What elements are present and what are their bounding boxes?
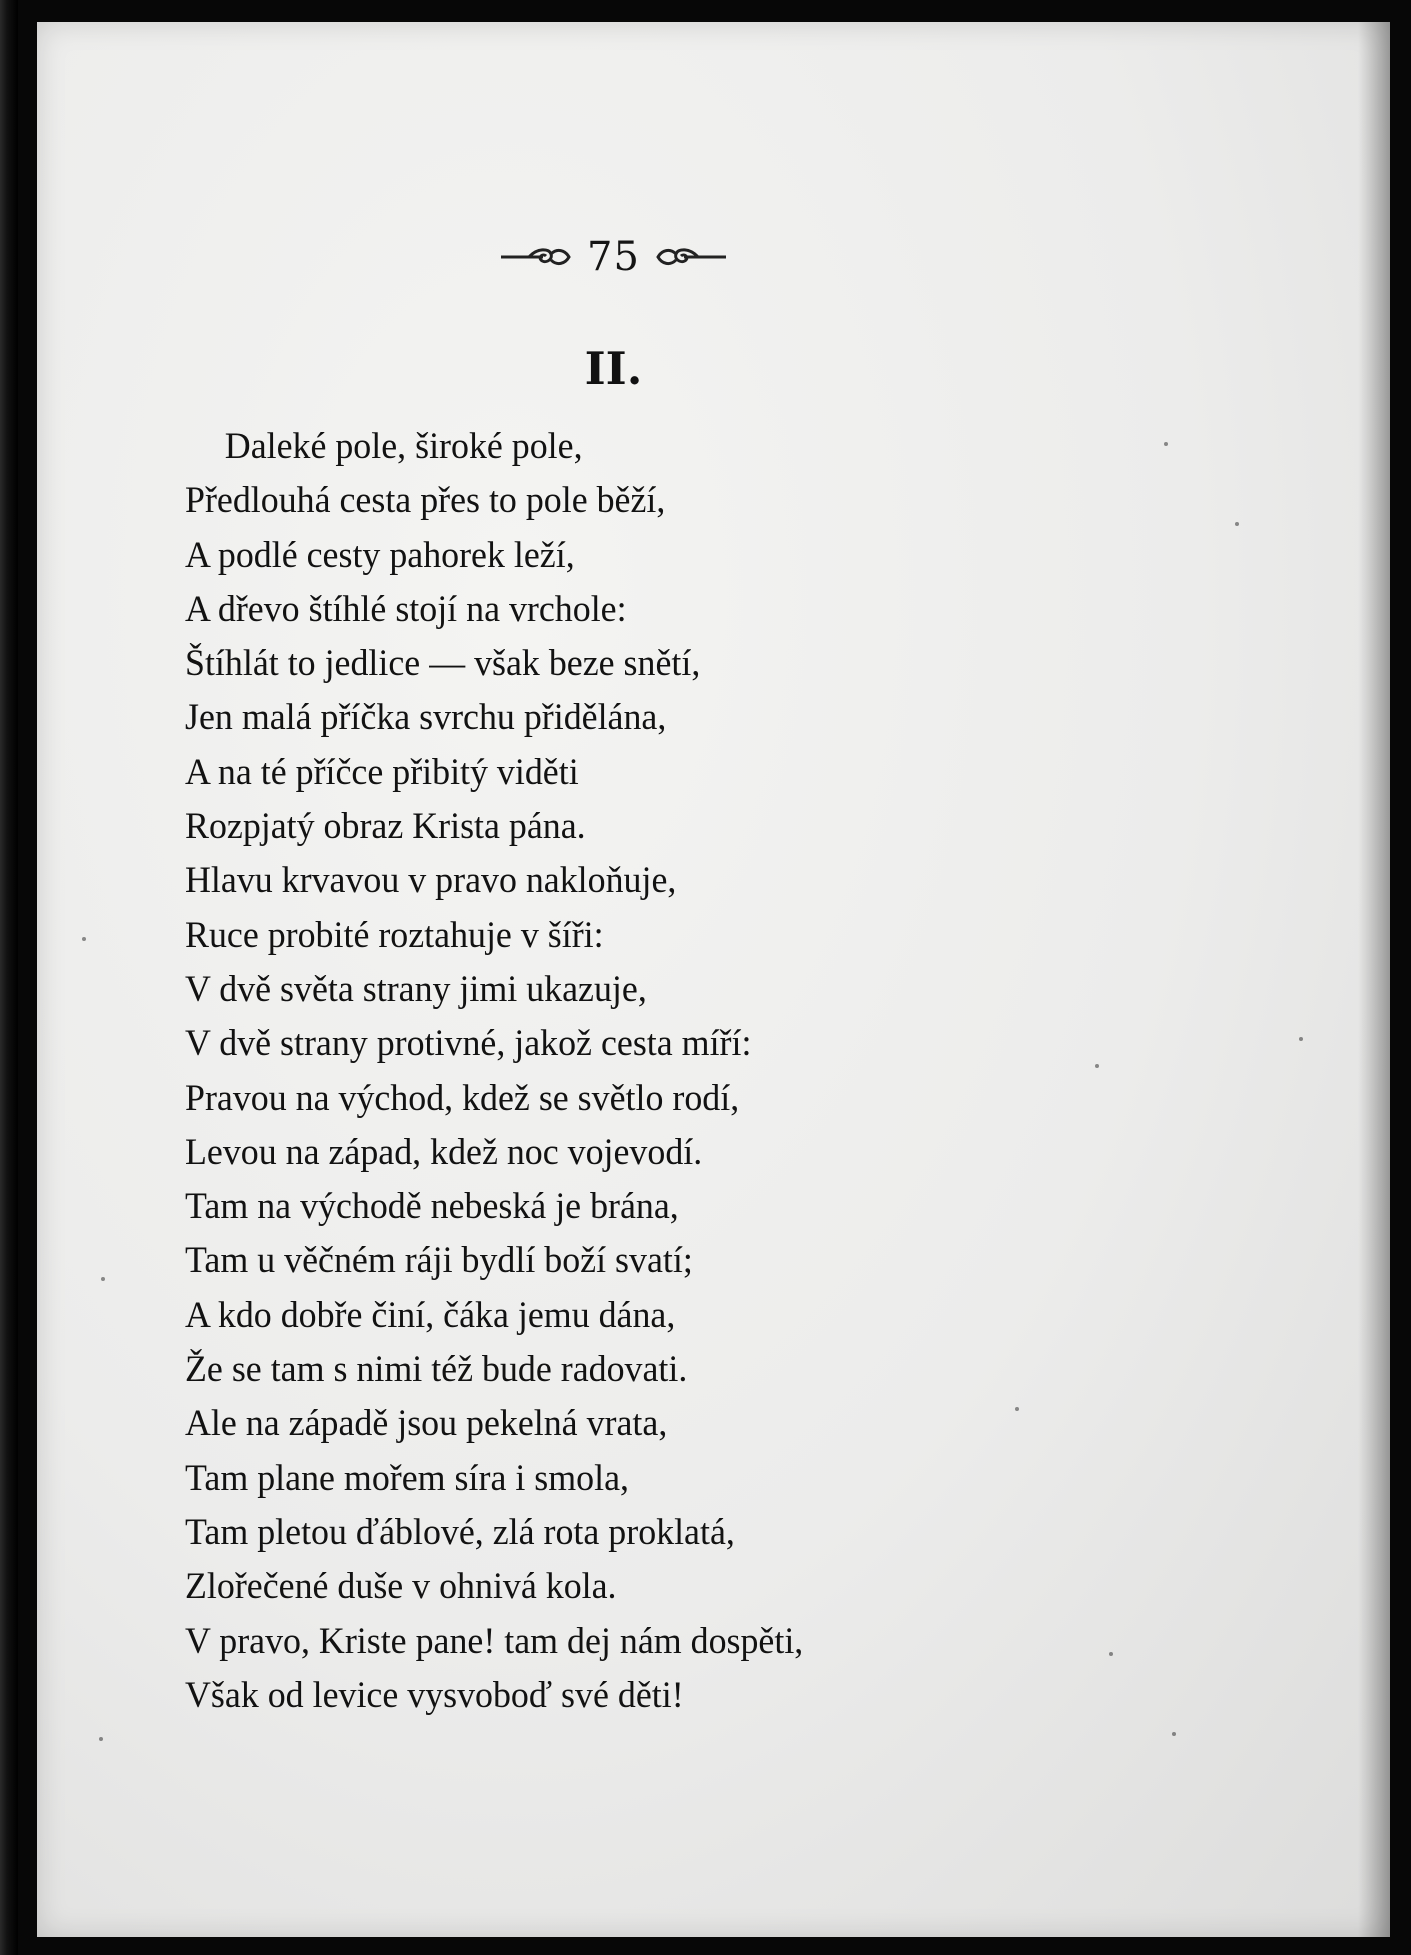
scan-left-edge [0, 0, 18, 1955]
poem-line: Pravou na východ, kdež se světlo rodí, [185, 1077, 740, 1119]
poem-line: Daleké pole, široké pole, [224, 426, 583, 467]
poem-line: Že se tam s nimi též bude radovati. [185, 1349, 688, 1391]
poem-line: Tam u věčném ráji bydlí boží svatí; [185, 1240, 693, 1282]
poem-line: Tam plane mořem síra i smola, [185, 1457, 630, 1499]
poem-line: Tam pletou ďáblové, zlá rota proklatá, [185, 1511, 735, 1553]
poem-line: V dvě světa strany jimi ukazuje, [185, 968, 647, 1010]
ink-speck [1235, 522, 1239, 526]
right-ornament-icon [654, 242, 728, 272]
page-shadow-edge [1358, 22, 1390, 1937]
page-number: 75 [587, 234, 640, 280]
ink-speck [1095, 1064, 1099, 1068]
poem-line: Tam na východě nebeská je brána, [185, 1186, 679, 1228]
poem-line: Ruce probité roztahuje v šíři: [185, 914, 604, 956]
poem-line: Ale na západě jsou pekelná vrata, [185, 1403, 668, 1445]
ink-speck [1172, 1732, 1176, 1736]
ink-speck [1299, 1037, 1303, 1041]
ink-speck [101, 1277, 105, 1281]
ink-speck [1015, 1407, 1019, 1411]
poem-line: A na té příčce přibitý viděti [185, 751, 579, 793]
poem-line: Štíhlát to jedlice — však beze snětí, [185, 643, 701, 685]
poem-line: Zlořečené duše v ohnivá kola. [185, 1566, 617, 1608]
page-header [0, 227, 1290, 287]
poem-line: V dvě strany protivné, jakož cesta míří: [185, 1023, 752, 1065]
poem-line: Však od levice vysvoboď své děti! [185, 1674, 684, 1716]
ink-speck [82, 937, 86, 941]
left-ornament-icon [499, 242, 573, 272]
poem-line: V pravo, Kriste pane! tam dej nám dospěti, [185, 1620, 804, 1662]
poem-line: Jen malá příčka svrchu přidělána, [185, 697, 667, 739]
section-heading: II. [584, 342, 643, 395]
poem-line: A podlé cesty pahorek leží, [185, 534, 575, 576]
poem-line: A dřevo štíhlé stojí na vrchole: [185, 588, 627, 630]
ink-speck [99, 1737, 103, 1741]
poem-line: A kdo dobře činí, čáka jemu dána, [185, 1294, 676, 1336]
poem-line: Rozpjatý obraz Krista pána. [185, 806, 586, 848]
poem-line: Levou na západ, kdež noc vojevodí. [185, 1131, 703, 1173]
poem-line: Hlavu krvavou v pravo nakloňuje, [185, 860, 677, 902]
poem-line: Předlouhá cesta přes to pole běží, [185, 480, 666, 522]
ink-speck [1164, 442, 1168, 446]
book-page [37, 22, 1390, 1937]
ink-speck [1109, 1652, 1113, 1656]
poem-text [185, 420, 1185, 1723]
